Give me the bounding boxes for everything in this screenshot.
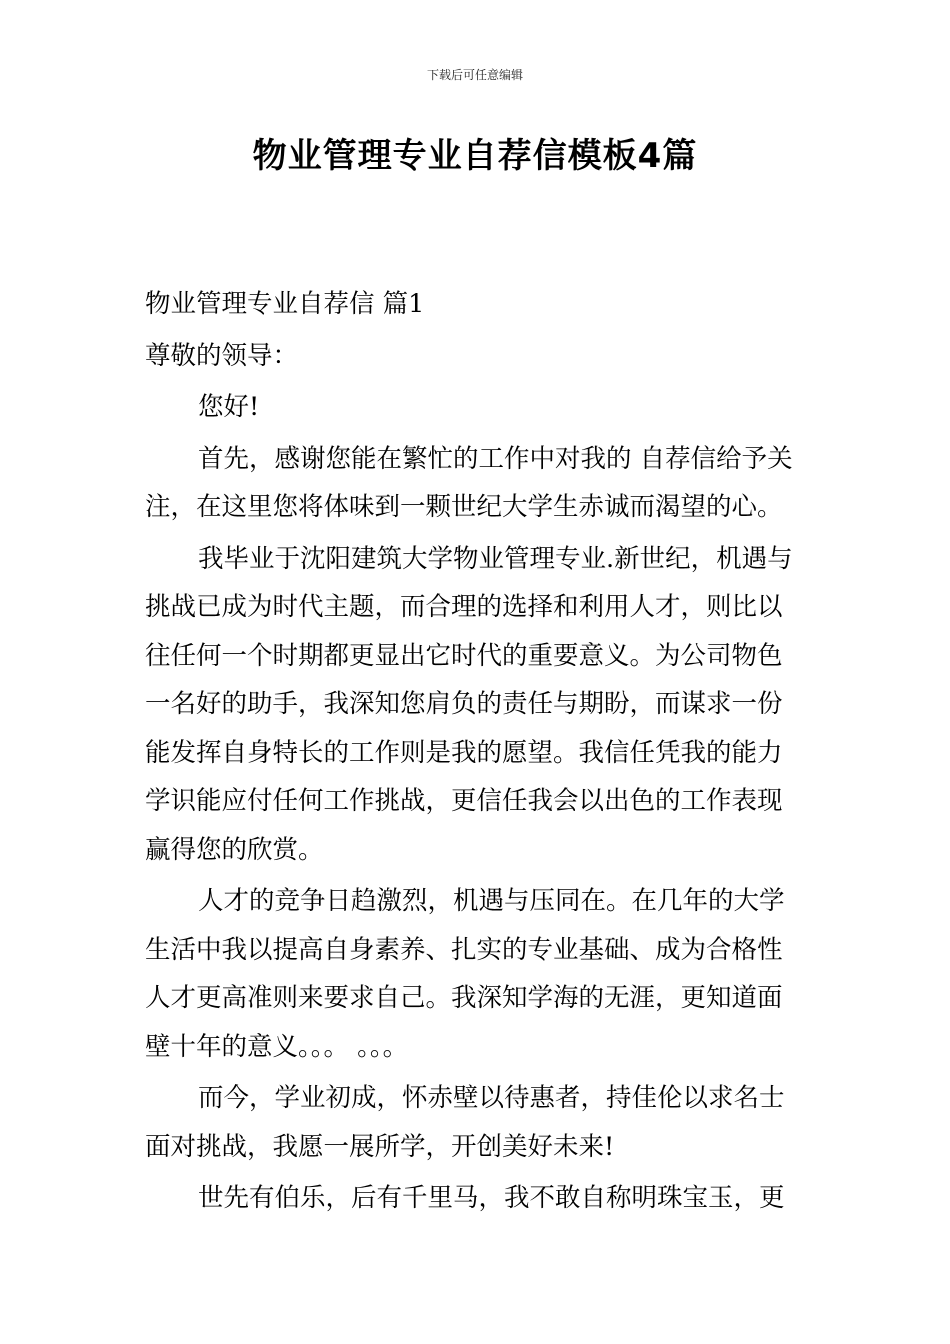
paragraph-4	[145, 1074, 807, 1171]
paragraph-line: 面对挑战，我愿一展所学，开创美好未来!	[145, 1131, 615, 1162]
paragraph-2	[145, 535, 807, 875]
paragraph-line: 我毕业于沈阳建筑大学物业管理专业.新世纪，机遇与	[198, 543, 793, 574]
paragraph-line: 往任何一个时期都更显出它时代的重要意义。为公司物色	[145, 640, 783, 671]
document-title: 物业管理专业自荐信模板4篇	[252, 136, 698, 176]
paragraph-1	[145, 435, 807, 532]
salutation: 尊敬的领导：	[145, 340, 299, 371]
paragraph-line: 壁十年的意义。。。 。。。	[145, 1031, 409, 1062]
paragraph-line: 人才的竞争日趋激烈，机遇与压同在。在几年的大学	[198, 886, 785, 916]
section-heading: 物业管理专业自荐信 篇1	[145, 289, 425, 319]
paragraph-5	[145, 1174, 807, 1223]
paragraph-line: 生活中我以提高自身素养、扎实的专业基础、成为合格性	[145, 934, 783, 965]
paragraph-line: 学识能应付任何工作挑战，更信任我会以出色的工作表现	[145, 786, 783, 816]
document-body	[145, 280, 807, 1223]
paragraph-line: 而今，学业初成，怀赤壁以待惠者，持佳伦以求名士	[198, 1083, 785, 1113]
paragraph-line: 世先有伯乐，后有千里马，我不敢自称明珠宝玉，更	[198, 1183, 785, 1213]
paragraph-line: 挑战已成为时代主题，而合理的选择和利用人才，则比以	[145, 592, 783, 622]
greeting: 您好!	[198, 392, 260, 422]
paragraph-line: 赢得您的欣赏。	[145, 834, 324, 865]
header-note: 下载后可任意编辑	[426, 68, 523, 82]
paragraph-line: 一名好的助手，我深知您肩负的责任与期盼，而谋求一份	[145, 689, 783, 719]
paragraph-3	[145, 877, 807, 1071]
paragraph-line: 人才更高准则来要求自己。我深知学海的无涯，更知道面	[145, 983, 783, 1013]
paragraph-line: 首先，感谢您能在繁忙的工作中对我的 自荐信给予关	[198, 443, 793, 474]
paragraph-line: 能发挥自身特长的工作则是我的愿望。我信任凭我的能力	[145, 737, 783, 768]
paragraph-line: 注，在这里您将体味到一颗世纪大学生赤诚而渴望的心。	[145, 492, 783, 522]
